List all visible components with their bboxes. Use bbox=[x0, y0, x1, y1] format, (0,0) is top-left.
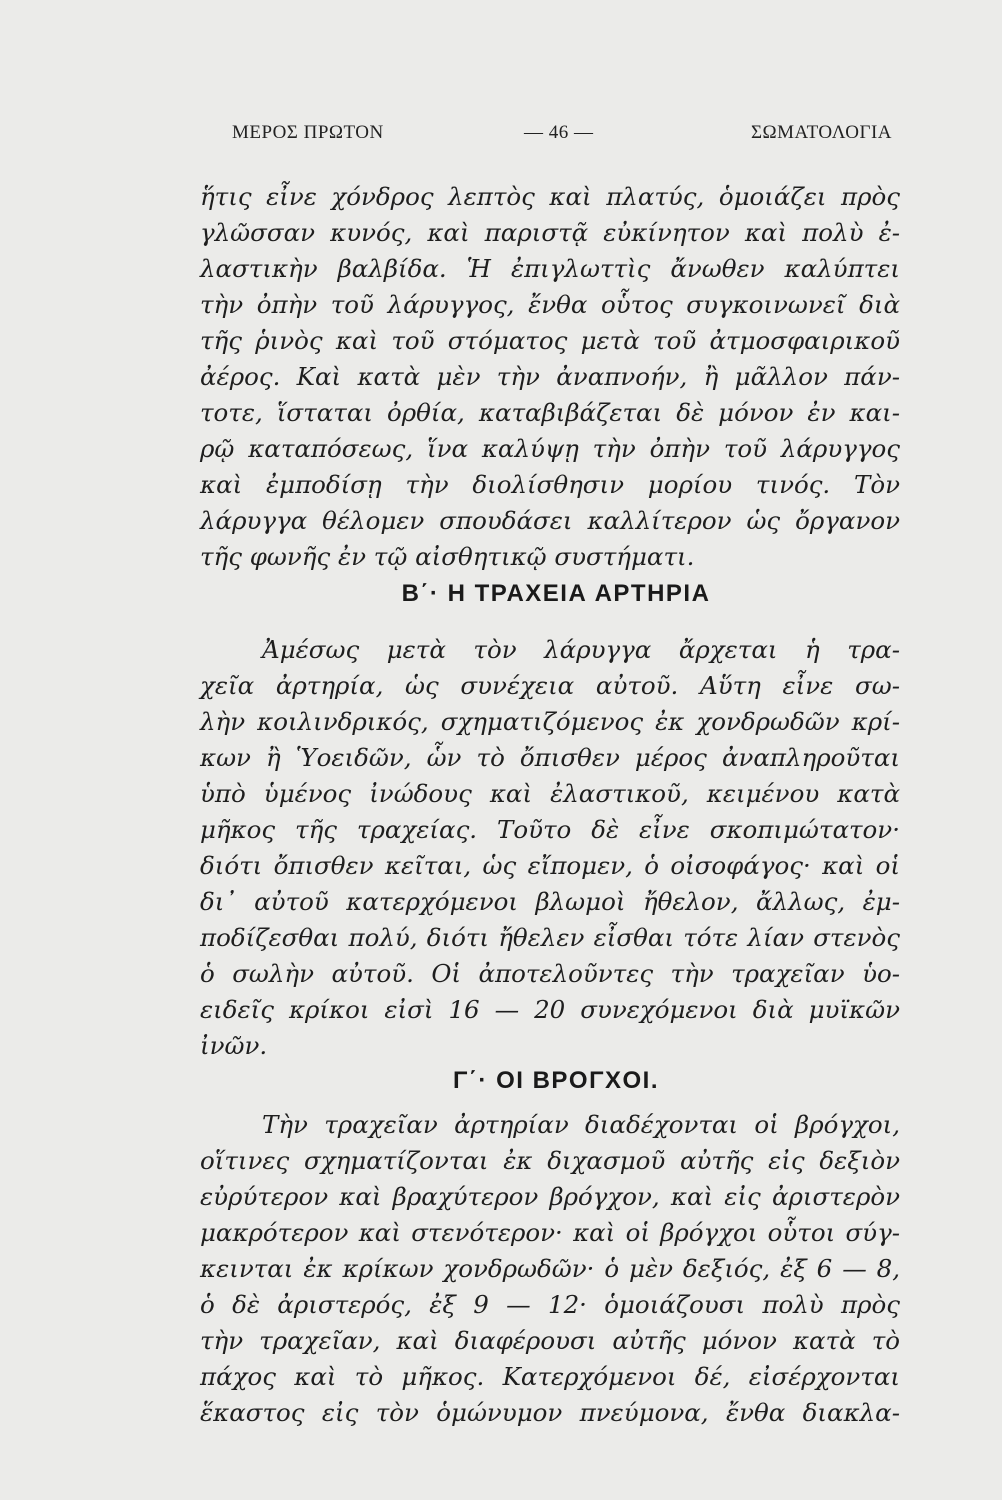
text-line: γλῶσσαν κυνός, καὶ παριστᾷ εὐκίνητον καὶ πολὺ ἐ- bbox=[200, 218, 900, 247]
text-line: πάχος καὶ τὸ μῆκος. Κατερχόμενοι δέ, εἰσέρχονται bbox=[200, 1362, 900, 1391]
text-line: λὴν κοιλινδρικός, σχηματιζόμενος ἐκ χονδρωδῶν κρί- bbox=[200, 707, 900, 736]
text-line: ἀέρος. Καὶ κατὰ μὲν τὴν ἀναπνοήν, ἢ μᾶλλον πάν- bbox=[200, 362, 900, 391]
text-line: ρῷ καταπόσεως, ἵνα καλύψῃ τὴν ὀπὴν τοῦ λάρυγγος bbox=[200, 434, 900, 463]
text-line: ὁ δὲ ἀριστερός, ἐξ 9 — 12· ὁμοιάζουσι πολὺ πρὸς bbox=[200, 1290, 900, 1319]
text-line: κεινται ἐκ κρίκων χονδρωδῶν· ὁ μὲν δεξιός, ἐξ 6 — 8, bbox=[200, 1254, 900, 1283]
text-line: ἰνῶν. bbox=[200, 1031, 268, 1060]
text-line: τῆς ῥινὸς καὶ τοῦ στόματος μετὰ τοῦ ἀτμοσφαιρικοῦ bbox=[200, 326, 900, 355]
header-part-title: ΜΕΡΟΣ ΠΡΩΤΟΝ bbox=[232, 122, 384, 143]
text-line: οἵτινες σχηματίζονται ἐκ διχασμοῦ αὐτῆς εἰς δεξιὸν bbox=[200, 1146, 900, 1175]
text-line: δι᾽ αὐτοῦ κατερχόμενοι βλωμοὶ ἤθελον, ἄλλως, ἐμ- bbox=[200, 887, 900, 916]
text-line: τῆς φωνῆς ἐν τῷ αἰσθητικῷ συστήματι. bbox=[200, 542, 695, 571]
text-line: τοτε, ἵσταται ὀρθία, καταβιβάζεται δὲ μόνον ἐν και- bbox=[200, 398, 900, 427]
text-line: Ἀμέσως μετὰ τὸν λάρυγγα ἄρχεται ἡ τρα- bbox=[262, 635, 900, 664]
text-line: Τὴν τραχεῖαν ἀρτηρίαν διαδέχονται οἱ βρόγχοι, bbox=[262, 1110, 900, 1139]
text-line: κων ἢ Ὑοειδῶν, ὧν τὸ ὄπισθεν μέρος ἀναπληροῦται bbox=[200, 743, 900, 772]
text-line: τὴν τραχεῖαν, καὶ διαφέρουσι αὐτῆς μόνον κατὰ τὸ bbox=[200, 1326, 900, 1355]
section-heading-trachea: Β΄· Η ΤΡΑΧΕΙΑ ΑΡΤΗΡΙΑ bbox=[401, 580, 711, 607]
text-line: εὐρύτερον καὶ βραχύτερον βρόγχον, καὶ εἰς ἀριστερὸν bbox=[200, 1182, 900, 1211]
text-line: μῆκος τῆς τραχείας. Τοῦτο δὲ εἶνε σκοπιμώτατον· bbox=[200, 815, 900, 844]
text-line: ποδίζεσθαι πολύ, διότι ἤθελεν εἶσθαι τότε λίαν στενὸς bbox=[200, 923, 900, 952]
header-chapter-title: ΣΩΜΑΤΟΛΟΓΙΑ bbox=[750, 122, 892, 143]
text-line: λαστικὴν βαλβίδα. Ἡ ἐπιγλωττὶς ἄνωθεν καλύπτει bbox=[200, 254, 900, 283]
text-line: μακρότερον καὶ στενότερον· καὶ οἱ βρόγχοι οὗτοι σύγ- bbox=[200, 1218, 900, 1247]
text-line: ἕκαστος εἰς τὸν ὁμώνυμον πνεύμονα, ἔνθα διακλα- bbox=[200, 1398, 900, 1427]
text-line: ὁ σωλὴν αὐτοῦ. Οἱ ἀποτελοῦντες τὴν τραχεῖαν ὑο- bbox=[200, 959, 900, 988]
section-heading-bronchi: Γ΄· ΟΙ ΒΡΟΓΧΟΙ. bbox=[452, 1067, 660, 1094]
text-line: τὴν ὀπὴν τοῦ λάρυγγος, ἔνθα οὗτος συγκοινωνεῖ διὰ bbox=[200, 290, 900, 319]
text-line: χεῖα ἀρτηρία, ὡς συνέχεια αὐτοῦ. Αὕτη εἶνε σω- bbox=[200, 671, 900, 700]
text-line: ειδεῖς κρίκοι εἰσὶ 16 — 20 συνεχόμενοι διὰ μυϊκῶν bbox=[200, 995, 900, 1024]
text-line: διότι ὄπισθεν κεῖται, ὡς εἴπομεν, ὁ οἰσοφάγος· καὶ οἱ bbox=[200, 851, 900, 880]
text-line: ὑπὸ ὑμένος ἰνώδους καὶ ἐλαστικοῦ, κειμένου κατὰ bbox=[200, 779, 900, 808]
text-line: ἥτις εἶνε χόνδρος λεπτὸς καὶ πλατύς, ὁμοιάζει πρὸς bbox=[200, 182, 900, 211]
text-line: καὶ ἐμποδίσῃ τὴν διολίσθησιν μορίου τινός. Τὸν bbox=[200, 470, 900, 499]
text-line: λάρυγγα θέλομεν σπουδάσει καλλίτερον ὡς ὄργανον bbox=[200, 506, 900, 535]
page-number: — 46 — bbox=[524, 122, 594, 143]
running-header bbox=[232, 122, 892, 152]
